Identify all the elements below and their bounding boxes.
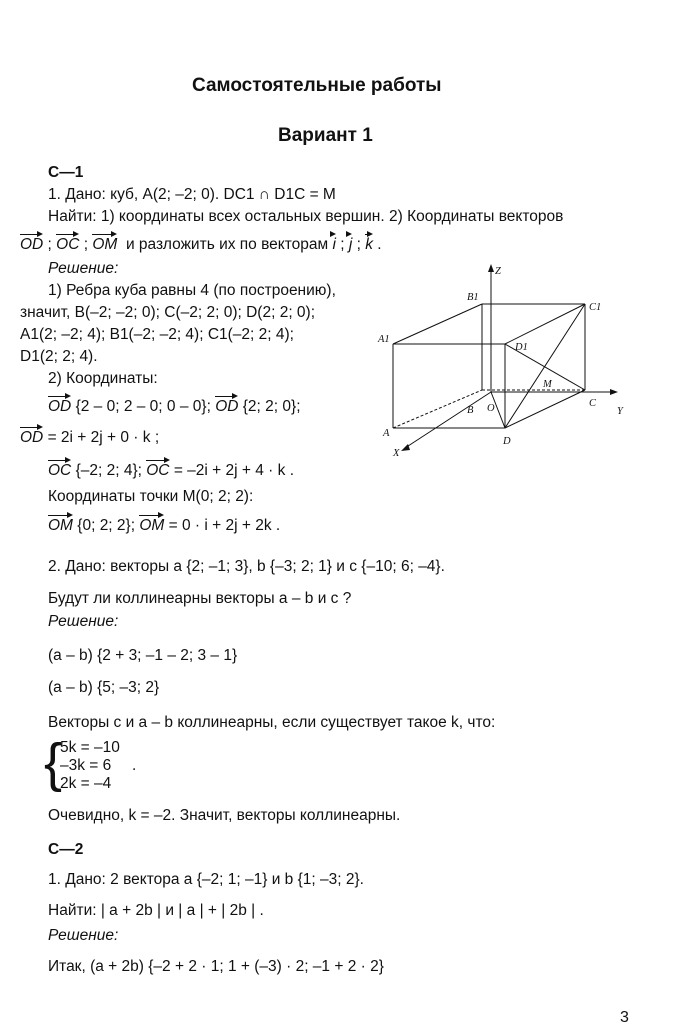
od-expansion: = 2i + 2j + 0 · k ;: [47, 429, 160, 446]
task2-solution-label: Решение:: [48, 613, 119, 630]
c2-line1: Итак, (a + 2b) {–2 + 2 · 1; 1 + (–3) · 2; –1 + 2 · 2}: [48, 958, 384, 975]
axis-label-z: Z: [495, 266, 501, 277]
c2-solution-label: Решение:: [48, 927, 119, 944]
c1-find-vectors-line: OD ; OC ; OM и разложить их по векторам i ; j ; k .: [20, 233, 382, 255]
equation-system: [60, 739, 120, 793]
task2-line1: (a – b) {2 + 3; –1 – 2; 3 – 1}: [48, 647, 238, 664]
task2-question: Будут ли коллинеарны векторы a – b и c ?: [48, 590, 352, 607]
equation: 2k = –4: [60, 775, 112, 792]
variant-title: Вариант 1: [278, 125, 373, 146]
origin-label-o: O: [487, 403, 495, 414]
vector-oc: OC: [56, 233, 79, 255]
c2-find: Найти: | a + 2b | и | a | + | 2b | .: [48, 902, 264, 919]
vector-om: OM: [92, 233, 117, 255]
task2-line3: Векторы c и a – b коллинеарны, если существует такое k, что:: [48, 714, 496, 731]
c1-p1-line3: A1(2; –2; 4); B1(–2; –2; 4); C1(–2; 2; 4);: [20, 326, 294, 343]
oc-line: [48, 459, 294, 481]
basis-i: i: [333, 233, 336, 255]
task2-conclusion: Очевидно, k = –2. Значит, векторы коллинеарны.: [48, 807, 401, 824]
c1-p1-line2: значит, B(–2; –2; 0); C(–2; 2; 0); D(2; 2; 0);: [20, 304, 316, 321]
oc-expansion: = –2i + 2j + 4 · k .: [173, 462, 295, 479]
system-period: .: [132, 757, 137, 774]
c1-find-tail: и разложить их по векторам: [125, 236, 329, 253]
basis-j: j: [349, 233, 352, 255]
section-heading-c2: С—2: [48, 841, 84, 858]
vector-om: OM: [139, 514, 164, 536]
c2-given: 1. Дано: 2 вектора a {–2; 1; –1} и b {1; –3; 2}.: [48, 871, 364, 888]
section-heading-c1: С—1: [48, 164, 84, 181]
system-brace: {: [44, 733, 63, 793]
vector-oc: OC: [48, 459, 71, 481]
od-coords-line: [48, 395, 301, 417]
om-coords: {0; 2; 2};: [77, 517, 136, 534]
vector-od: OD: [48, 395, 71, 417]
od-coords: {2 – 0; 2 – 0; 0 – 0};: [75, 398, 211, 415]
vector-om: OM: [48, 514, 73, 536]
od-expansion-line: [20, 426, 159, 448]
vertex-label-b1: B1: [467, 292, 479, 303]
c1-given: 1. Дано: куб, A(2; –2; 0). DC1 ∩ D1C = M: [48, 186, 336, 203]
cube-figure: [375, 262, 640, 467]
vertex-label-c: C: [589, 398, 597, 409]
vector-od: OD: [20, 426, 43, 448]
c1-p1-line1: 1) Ребра куба равны 4 (по построению),: [48, 282, 336, 299]
om-expansion: = 0 · i + 2j + 2k .: [168, 517, 281, 534]
page-title: Самостоятельные работы: [192, 75, 442, 96]
vertex-label-a1: A1: [378, 334, 390, 345]
c1-solution-label: Решение:: [48, 260, 119, 277]
m-coords-line: Координаты точки M(0; 2; 2):: [48, 488, 254, 505]
axis-label-x: X: [393, 448, 400, 459]
page-number: 3: [620, 1009, 629, 1026]
vertex-label-b: B: [467, 405, 474, 416]
vertex-label-c1: C1: [589, 302, 602, 313]
c1-find: Найти: 1) координаты всех остальных вершин. 2) Координаты векторов: [48, 208, 564, 225]
c1-p1-line4: D1(2; 2; 4).: [20, 348, 98, 365]
vertex-label-a: A: [383, 428, 390, 439]
task2-line2: (a – b) {5; –3; 2}: [48, 679, 160, 696]
oc-coords: {–2; 2; 4};: [75, 462, 142, 479]
vector-od: OD: [215, 395, 238, 417]
point-label-m: M: [543, 379, 552, 390]
equation: 5k = –10: [60, 739, 120, 756]
om-line: [48, 514, 280, 536]
equation: –3k = 6: [60, 757, 112, 774]
vertex-label-d: D: [503, 436, 511, 447]
axis-label-y: Y: [617, 406, 623, 417]
vector-oc: OC: [146, 459, 169, 481]
task2-given: 2. Дано: векторы a {2; –1; 3}, b {–3; 2; 1} и c {–10; 6; –4}.: [48, 558, 445, 575]
vector-od: OD: [20, 233, 43, 255]
basis-k: k: [365, 233, 373, 255]
c1-p2: 2) Координаты:: [48, 370, 158, 387]
od-coords-simplified: {2; 2; 0};: [242, 398, 301, 415]
vertex-label-d1: D1: [515, 342, 528, 353]
